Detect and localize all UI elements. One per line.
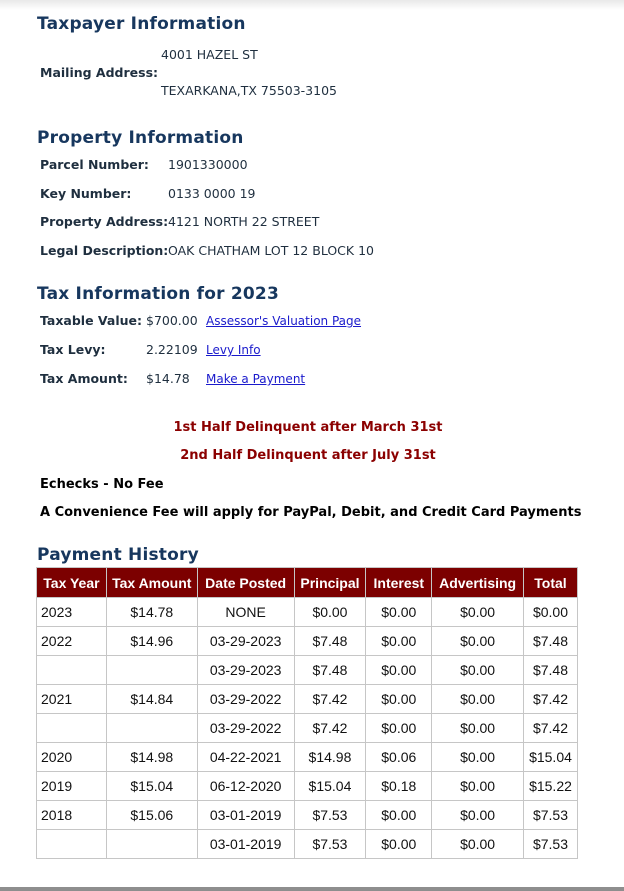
table-row <box>37 656 578 685</box>
cell-principal: $7.53 <box>294 801 366 830</box>
table-row <box>37 801 578 830</box>
table-row <box>37 627 578 656</box>
cell-date-posted: 03-29-2022 <box>197 714 294 743</box>
cell-tax-amount: $14.84 <box>106 685 197 714</box>
cell-advertising: $0.00 <box>432 743 524 772</box>
cell-principal: $7.42 <box>294 685 366 714</box>
parcel-number-label: Parcel Number: <box>40 157 149 172</box>
cell-principal: $7.48 <box>294 656 366 685</box>
cell-tax-amount <box>106 714 197 743</box>
cell-total: $7.53 <box>524 830 578 859</box>
taxable-value: $700.00 <box>146 313 198 328</box>
cell-tax-year: 2022 <box>37 627 107 656</box>
second-half-delinquent-notice: 2nd Half Delinquent after July 31st <box>180 448 436 463</box>
cell-tax-amount <box>106 656 197 685</box>
assessor-valuation-link[interactable]: Assessor's Valuation Page <box>206 314 362 328</box>
cell-tax-year: 2023 <box>37 598 107 627</box>
cell-total: $7.48 <box>524 656 578 685</box>
parcel-number-value: 1901330000 <box>168 157 248 172</box>
cell-advertising: $0.00 <box>432 772 524 801</box>
property-address-label: Property Address: <box>40 214 169 229</box>
col-header-interest: Interest <box>366 568 432 598</box>
property-heading: Property Information <box>37 128 244 148</box>
cell-tax-amount: $14.78 <box>106 598 197 627</box>
top-shadow <box>0 0 624 10</box>
taxable-value-label: Taxable Value: <box>40 313 142 328</box>
cell-interest: $0.00 <box>366 801 432 830</box>
property-address-value: 4121 NORTH 22 STREET <box>168 214 320 229</box>
cell-interest: $0.00 <box>366 656 432 685</box>
cell-tax-year <box>37 656 107 685</box>
cell-interest: $0.00 <box>366 714 432 743</box>
tax-levy-value: 2.22109 <box>146 342 198 357</box>
cell-date-posted: NONE <box>197 598 294 627</box>
cell-tax-year <box>37 714 107 743</box>
cell-date-posted: 06-12-2020 <box>197 772 294 801</box>
cell-tax-amount: $15.06 <box>106 801 197 830</box>
col-header-date-posted: Date Posted <box>197 568 294 598</box>
bottom-border <box>0 887 624 891</box>
tax-amount-label: Tax Amount: <box>40 371 128 386</box>
cell-total: $7.48 <box>524 627 578 656</box>
cell-principal: $0.00 <box>294 598 366 627</box>
cell-tax-amount: $14.96 <box>106 627 197 656</box>
cell-principal: $15.04 <box>294 772 366 801</box>
cell-advertising: $0.00 <box>432 801 524 830</box>
tax-info-heading: Tax Information for 2023 <box>37 284 279 304</box>
cell-date-posted: 03-29-2023 <box>197 627 294 656</box>
key-number-value: 0133 0000 19 <box>168 186 256 201</box>
cell-interest: $0.06 <box>366 743 432 772</box>
cell-total: $7.42 <box>524 714 578 743</box>
cell-interest: $0.00 <box>366 830 432 859</box>
convenience-fee-notice: A Convenience Fee will apply for PayPal, Debit, and Credit Card Payments <box>40 505 582 520</box>
echecks-notice: Echecks - No Fee <box>40 477 164 492</box>
key-number-label: Key Number: <box>40 186 132 201</box>
cell-interest: $0.00 <box>366 685 432 714</box>
cell-advertising: $0.00 <box>432 714 524 743</box>
cell-interest: $0.18 <box>366 772 432 801</box>
cell-date-posted: 03-29-2023 <box>197 656 294 685</box>
cell-total: $7.42 <box>524 685 578 714</box>
cell-advertising: $0.00 <box>432 685 524 714</box>
cell-date-posted: 03-01-2019 <box>197 801 294 830</box>
taxpayer-heading: Taxpayer Information <box>37 14 246 34</box>
cell-interest: $0.00 <box>366 598 432 627</box>
cell-principal: $7.53 <box>294 830 366 859</box>
tax-levy-label: Tax Levy: <box>40 342 106 357</box>
cell-advertising: $0.00 <box>432 830 524 859</box>
table-header-row <box>37 568 578 598</box>
cell-tax-amount: $15.04 <box>106 772 197 801</box>
cell-advertising: $0.00 <box>432 656 524 685</box>
cell-tax-year: 2018 <box>37 801 107 830</box>
make-payment-link[interactable]: Make a Payment <box>206 372 306 386</box>
col-header-tax-amount: Tax Amount <box>106 568 197 598</box>
cell-total: $15.22 <box>524 772 578 801</box>
payment-history-heading: Payment History <box>37 545 199 565</box>
cell-tax-amount <box>106 830 197 859</box>
cell-tax-year: 2021 <box>37 685 107 714</box>
cell-total: $0.00 <box>524 598 578 627</box>
mailing-address-line1: 4001 HAZEL ST <box>161 47 258 62</box>
mailing-address-line2: TEXARKANA,TX 75503-3105 <box>161 83 337 98</box>
col-header-total: Total <box>524 568 578 598</box>
cell-total: $7.53 <box>524 801 578 830</box>
cell-interest: $0.00 <box>366 627 432 656</box>
legal-description-label: Legal Description: <box>40 243 169 258</box>
cell-principal: $14.98 <box>294 743 366 772</box>
table-row <box>37 772 578 801</box>
first-half-delinquent-notice: 1st Half Delinquent after March 31st <box>173 420 443 435</box>
levy-info-link[interactable]: Levy Info <box>206 343 261 357</box>
table-row <box>37 743 578 772</box>
table-row <box>37 598 578 627</box>
cell-tax-amount: $14.98 <box>106 743 197 772</box>
table-row <box>37 830 578 859</box>
payment-history-table <box>36 567 578 859</box>
col-header-advertising: Advertising <box>432 568 524 598</box>
cell-date-posted: 04-22-2021 <box>197 743 294 772</box>
cell-advertising: $0.00 <box>432 627 524 656</box>
table-row <box>37 685 578 714</box>
col-header-tax-year: Tax Year <box>37 568 107 598</box>
cell-principal: $7.48 <box>294 627 366 656</box>
cell-tax-year: 2019 <box>37 772 107 801</box>
col-header-principal: Principal <box>294 568 366 598</box>
cell-advertising: $0.00 <box>432 598 524 627</box>
cell-tax-year: 2020 <box>37 743 107 772</box>
table-row <box>37 714 578 743</box>
cell-principal: $7.42 <box>294 714 366 743</box>
cell-date-posted: 03-29-2022 <box>197 685 294 714</box>
legal-description-value: OAK CHATHAM LOT 12 BLOCK 10 <box>168 243 374 258</box>
cell-date-posted: 03-01-2019 <box>197 830 294 859</box>
mailing-address-label: Mailing Address: <box>40 65 159 80</box>
tax-amount-value: $14.78 <box>146 371 190 386</box>
cell-total: $15.04 <box>524 743 578 772</box>
cell-tax-year <box>37 830 107 859</box>
